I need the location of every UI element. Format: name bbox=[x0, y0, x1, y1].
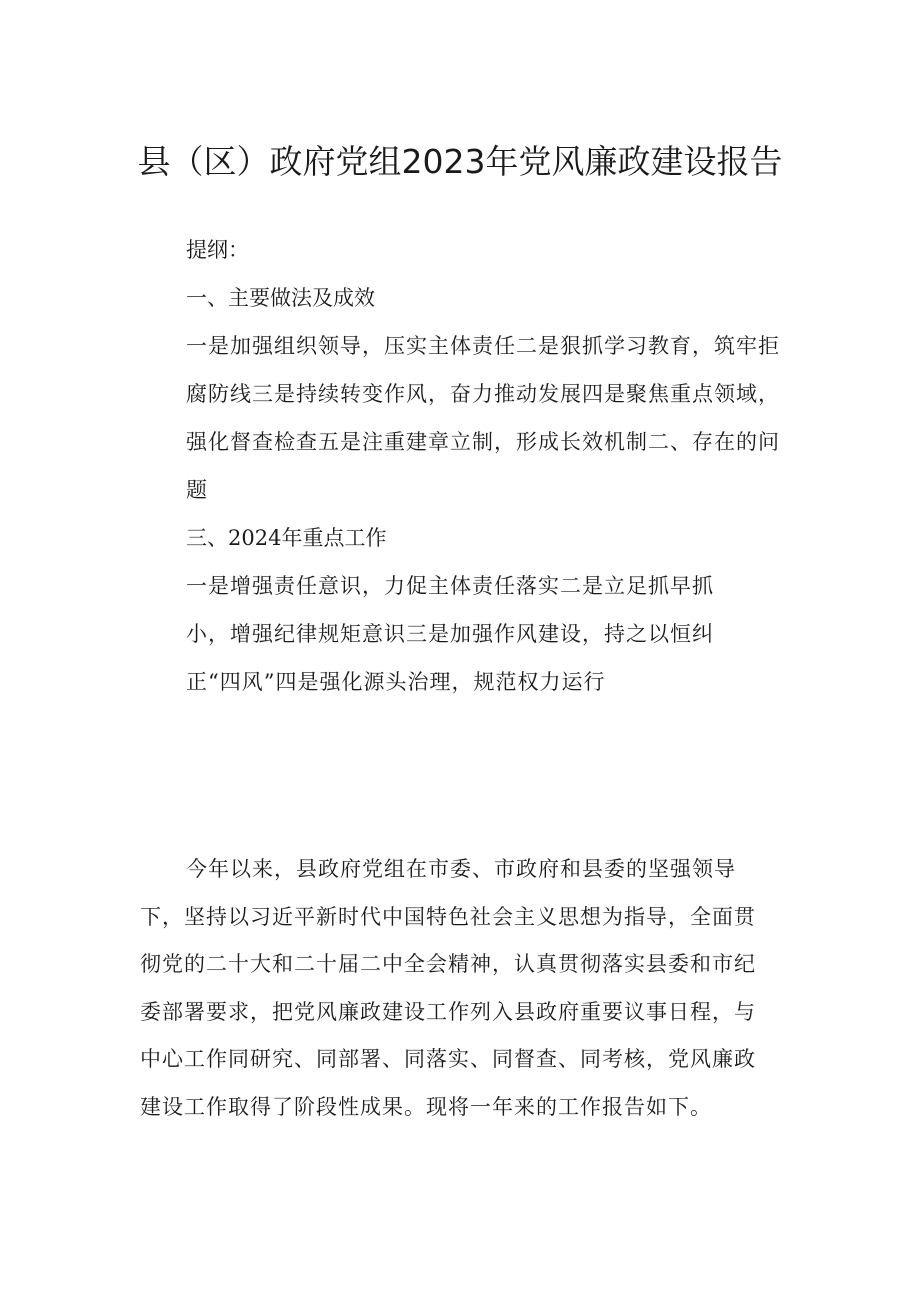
body-paragraph: 今年以来，县政府党组在市委、市政府和县委的坚强领导下，坚持以习近平新时代中国特色社会主义思想为指导，全面贯彻党的二十大和二十届二中全会精神，认真贯彻落实县委和市纪委部署要求，把党风廉政建设工作列入县政府重要议事日程，与中心工作同研究、同部署、同落实、同督查、同考核，党风廉政建设工作取得了阶段性成果。现将一年来的工作报告如下。 bbox=[140, 857, 756, 1119]
section-1-text: 一是加强组织领导，压实主体责任二是狠抓学习教育，筑牢拒腐防线三是持续转变作风，奋力推动发展四是聚焦重点领域，强化督查检查五是注重建章立制，形成长效机制二、存在的问题 bbox=[186, 334, 780, 502]
outline-section bbox=[186, 226, 792, 706]
document-title: 县（区）政府党组2023年党风廉政建设报告 bbox=[137, 142, 783, 181]
section-3-text: 一是增强责任意识，力促主体责任落实二是立足抓早抓小，增强纪律规矩意识三是加强作风建设，持之以恒纠正“四风”四是强化源头治理，规范权力运行 bbox=[186, 574, 714, 694]
section-3-heading: 三、2024年重点工作 bbox=[186, 526, 387, 550]
section-1-heading: 一、主要做法及成效 bbox=[186, 286, 375, 310]
outline-label: 提纲： bbox=[186, 238, 249, 262]
